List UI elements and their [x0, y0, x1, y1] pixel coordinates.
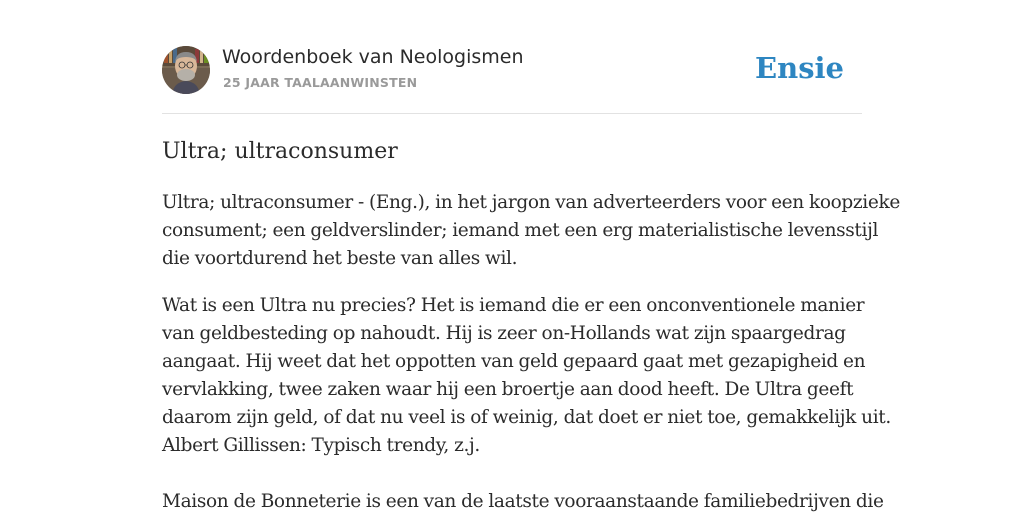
quote-line: Wat is een Ultra nu precies? Het is iemand die er een onconventionele manier — [162, 295, 865, 316]
definition-paragraph — [162, 189, 900, 273]
quote-line: vervlakking, twee zaken waar hij een broertje aan dood heeft. De Ultra geeft — [162, 379, 854, 400]
entry-content — [162, 136, 900, 512]
dictionary-subtitle: 25 JAAR TAALAANWINSTEN — [223, 75, 418, 90]
next-line: Maison de Bonneterie is een van de laatste vooraanstaande familiebedrijven die — [162, 491, 884, 512]
quote-paragraph — [162, 292, 891, 512]
header — [162, 46, 862, 96]
definition-line: die voortdurend het beste van alles wil. — [162, 248, 518, 269]
avatar[interactable] — [162, 46, 210, 94]
quote-line: van geldbesteding op nahoudt. Hij is zeer on-Hollands wat zijn spaargedrag — [162, 323, 846, 344]
portrait-image — [162, 46, 210, 94]
entry-title: Ultra; ultraconsumer — [162, 139, 398, 164]
dictionary-title[interactable]: Woordenboek van Neologismen — [222, 46, 524, 68]
ensie-logo[interactable]: Ensie — [755, 51, 844, 85]
header-divider — [162, 113, 862, 114]
quote-line: daarom zijn geld, of dat nu veel is of weinig, dat doet er niet toe, gemakkelijk uit. — [162, 407, 891, 428]
quote-source: Albert Gillissen: Typisch trendy, z.j. — [162, 435, 480, 456]
definition-line: Ultra; ultraconsumer - (Eng.), in het jargon van adverteerders voor een koopzieke — [162, 192, 900, 213]
quote-line: aangaat. Hij weet dat het oppotten van geld gepaard gaat met gezapigheid en — [162, 351, 866, 372]
spacer — [162, 460, 864, 488]
definition-line: consument; een geldverslinder; iemand met een erg materialistische levensstijl — [162, 220, 879, 241]
